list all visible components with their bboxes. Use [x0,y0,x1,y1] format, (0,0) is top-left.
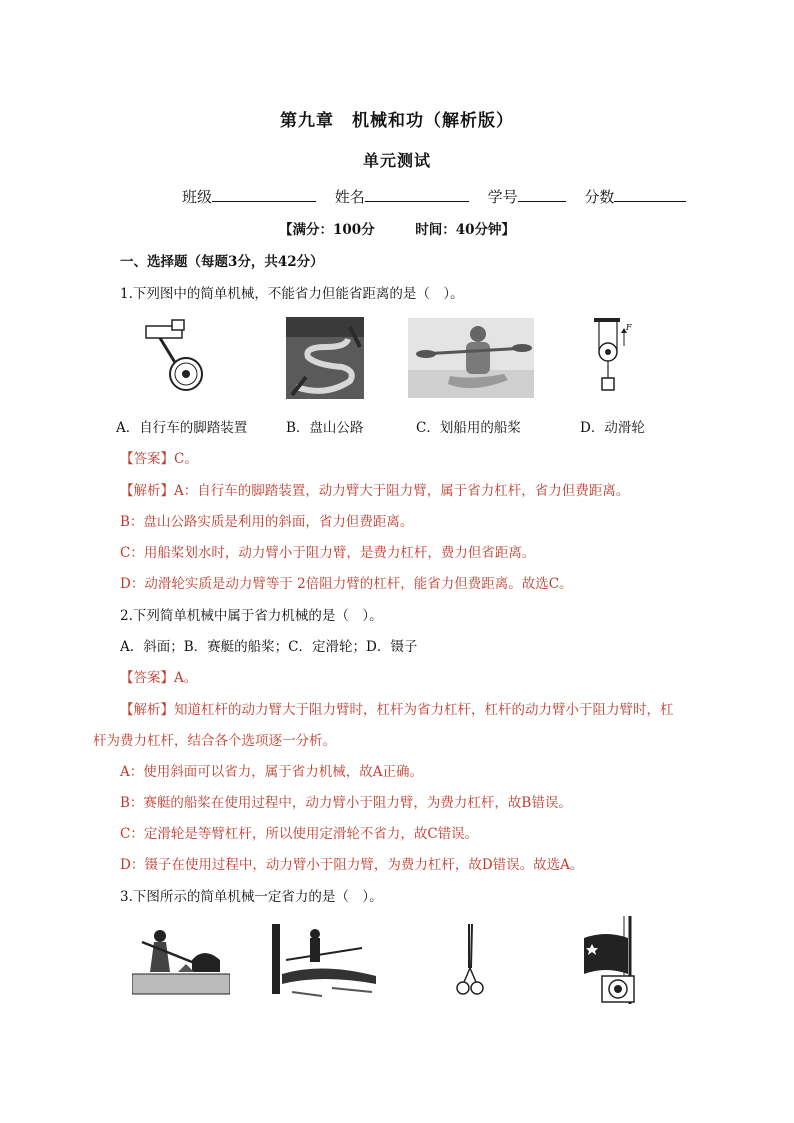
q1-analysis-line-1 [120,479,629,499]
q1-option-b[interactable]: B．盘山公路 [286,420,364,436]
q1-answer-tag: 【答案】 [120,451,174,467]
document-subtitle: 单元测试 [362,151,431,170]
scissors-figure [454,922,486,998]
q2-analysis-b: B：赛艇的船桨在使用过程中，动力臂小于阻力臂，为费力杠杆，故B错误。 [120,795,572,811]
q1-analysis-b: B：盘山公路实质是利用的斜面，省力但费距离。 [120,514,414,530]
q1-option-d[interactable]: D．动滑轮 [580,420,645,436]
mountain-road-photo [286,317,364,399]
question-1-stem: 1.下列图中的简单机械，不能省力但能省距离的是（ ）。 [120,286,464,302]
score-blank[interactable] [614,187,686,202]
q2-analysis-intro-continued: 杆为费力杠杆，结合各个选项逐一分析。 [93,733,336,749]
score-label: 分数 [584,188,615,206]
q2-options[interactable]: A．斜面；B．赛艇的船桨；C．定滑轮；D．镊子 [120,639,418,655]
q1-answer-line [120,447,198,467]
q2-analysis-c: C：定滑轮是等臂杠杆，所以使用定滑轮不省力，故C错误。 [120,826,479,842]
q2-analysis-line-1 [120,698,674,718]
document-title: 第九章 机械和功（解析版） [280,111,514,131]
q1-analysis-c: C：用船桨划水时，动力臂小于阻力臂，是费力杠杆，费力但省距离。 [120,545,536,561]
bicycle-pedal-figure [142,318,208,394]
q2-analysis-a: A：使用斜面可以省力，属于省力机械，故A正确。 [120,764,423,780]
exam-meta: 【满分：100分 时间：40分钟】 [279,222,515,238]
q1-option-c[interactable]: C．划船用的船桨 [416,420,521,436]
class-label: 班级 [182,188,213,206]
question-2-stem: 2.下列简单机械中属于省力机械的是（ ）。 [120,608,383,624]
q2-analysis-tag: 【解析】 [120,702,174,718]
q1-option-a[interactable]: A．自行车的脚踏装置 [116,420,248,436]
q2-answer-tag: 【答案】 [120,670,174,686]
flagpole-pulley-figure [578,914,646,1006]
id-label: 学号 [487,188,518,206]
class-blank[interactable] [212,187,316,202]
student-info-line [182,186,686,207]
movable-pulley-figure [592,316,634,398]
q2-analysis-intro: 知道杠杆的动力臂大于阻力臂时，杠杆为省力杠杆，杠杆的动力臂小于阻力臂时，杠 [174,702,674,718]
q2-analysis-d: D：镊子在使用过程中，动力臂小于阻力臂，为费力杠杆，故D错误。故选A。 [120,857,584,873]
section-heading: 一、选择题（每题3分，共42分） [120,254,324,270]
rowing-paddle-photo [408,318,534,398]
question-3-stem: 3.下图所示的简单机械一定省力的是（ ）。 [120,889,383,905]
q1-analysis-a: A：自行车的脚踏装置，动力臂大于阻力臂，属于省力杠杆，省力但费距离。 [174,483,630,499]
name-label: 姓名 [334,188,365,206]
q1-analysis-tag: 【解析】 [120,483,174,499]
q2-answer-value: A。 [174,670,198,686]
crowbar-figure [132,924,230,998]
pulley-force-label: F [626,323,632,332]
id-blank[interactable] [518,187,566,202]
name-blank[interactable] [365,187,469,202]
q2-answer-line [120,666,197,686]
q1-analysis-d: D：动滑轮实质是动力臂等于 2倍阻力臂的杠杆，能省力但费距离。故选C。 [120,576,573,592]
q1-answer-value: C。 [174,451,198,467]
rowing-boat-figure [272,918,378,1000]
